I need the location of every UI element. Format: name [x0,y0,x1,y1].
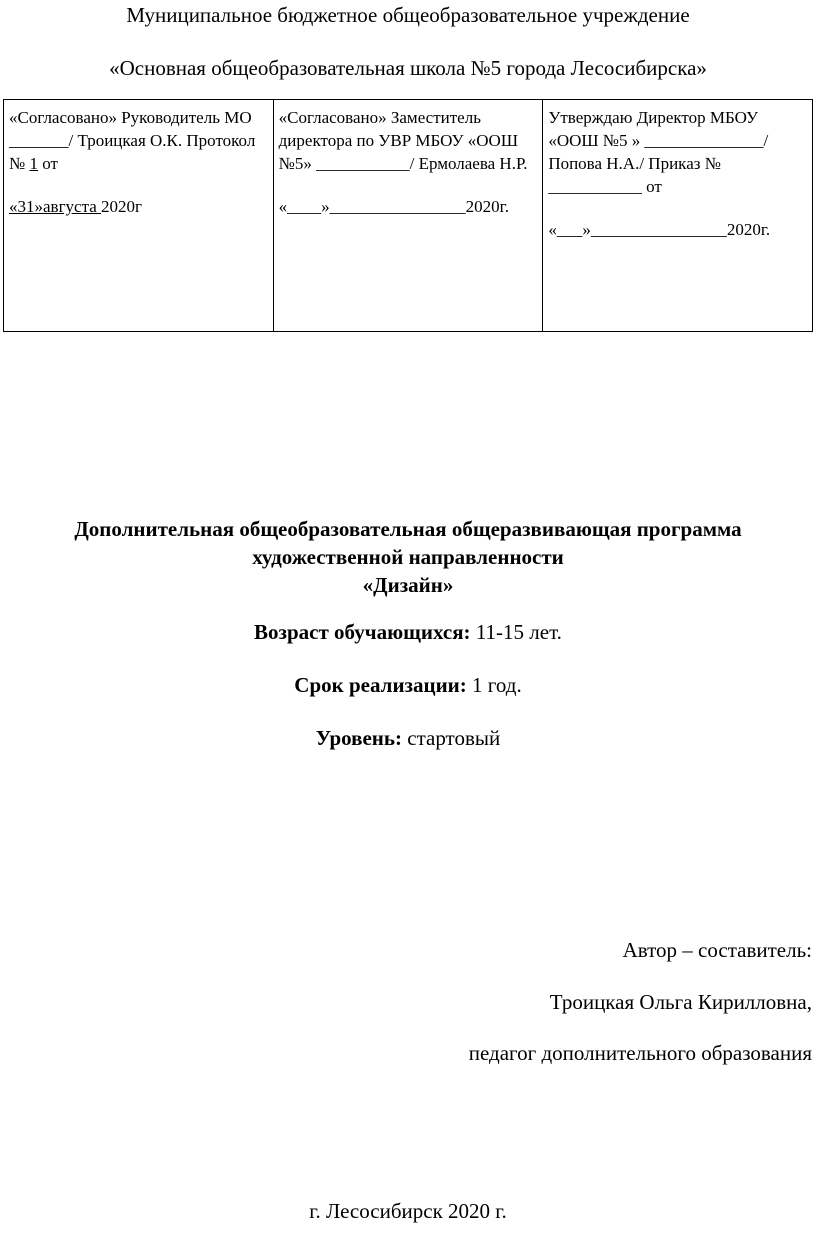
author-position: педагог дополнительного образования [468,1041,812,1065]
school-type-heading: Муниципальное бюджетное общеобразовательное учреждение [126,3,690,27]
author-role: Автор – составитель: [622,938,812,962]
approval-cell-director [543,100,813,332]
school-name-heading: «Основная общеобразовательная школа №5 города Лесосибирска» [109,56,707,80]
implementation-term: Срок реализации: 1 год. [294,673,522,697]
approval-date: «31»августа 2020г [9,197,143,216]
protocol-number: 1 [29,154,38,173]
approval-text: Утверждаю Директор МБОУ «ООШ №5 » ______________/Попова Н.А./ Приказ № ___________ от [548,108,769,196]
approval-cell-methodical [4,100,274,332]
program-level: Уровень: стартовый [315,726,501,750]
approval-text: «Согласовано» Заместитель директора по УВР МБОУ «ООШ №5» ___________/ Ермолаева Н.Р. [278,108,528,173]
program-title: Дополнительная общеобразовательная общеразвивающая программа художественной направленности «Дизайн» [74,517,742,597]
author-name: Троицкая Ольга Кирилловна, [549,990,812,1014]
approval-date: «____»________________2020г. [278,197,509,216]
approval-date: «___»________________2020г. [548,220,771,239]
approval-text: «Согласовано» Руководитель МО _______/ Троицкая О.К. Протокол № 1 от [9,108,256,173]
approval-cell-deputy [273,100,543,332]
student-age: Возраст обучающихся: 11-15 лет. [254,620,562,644]
approval-table [3,99,813,332]
city-year: г. Лесосибирск 2020 г. [309,1199,507,1223]
